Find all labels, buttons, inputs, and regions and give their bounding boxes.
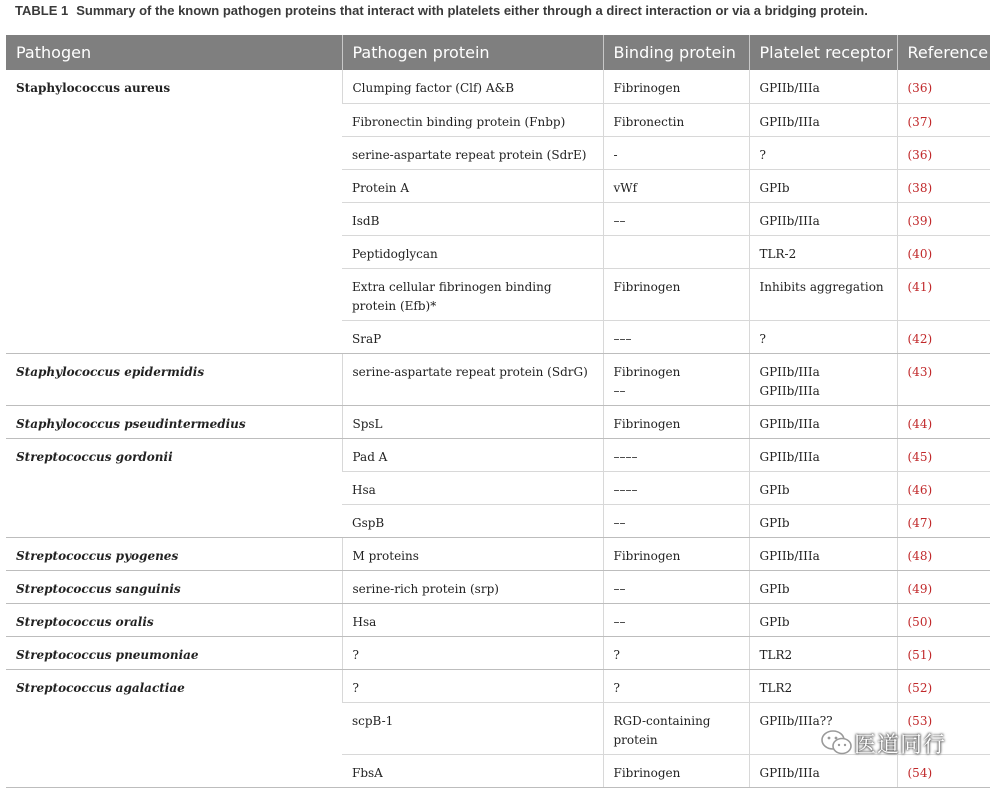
cell-platelet-receptor: GPIb: [749, 603, 897, 636]
cell-platelet-receptor: TLR-2: [749, 235, 897, 268]
cell-platelet-receptor: GPIIb/IIIa: [749, 537, 897, 570]
cell-binding-protein: ––: [603, 202, 749, 235]
cell-reference[interactable]: (43): [897, 353, 990, 405]
cell-binding-protein: –––: [603, 320, 749, 353]
cell-reference[interactable]: (45): [897, 438, 990, 471]
header-platelet-receptor: Platelet receptor: [749, 35, 897, 70]
cell-pathogen: Streptococcus agalactiae: [6, 669, 342, 787]
cell-reference[interactable]: (41): [897, 268, 990, 320]
header-reference: Reference: [897, 35, 990, 70]
cell-pathogen-protein: SpsL: [342, 405, 603, 438]
cell-platelet-receptor: GPIb: [749, 504, 897, 537]
header-pathogen-protein: Pathogen protein: [342, 35, 603, 70]
table-row: [6, 70, 990, 103]
cell-reference[interactable]: (52): [897, 669, 990, 702]
cell-pathogen-protein: Fibronectin binding protein (Fnbp): [342, 103, 603, 136]
cell-pathogen-protein: GspB: [342, 504, 603, 537]
cell-binding-protein: Fibrinogen: [603, 268, 749, 320]
cell-reference[interactable]: (51): [897, 636, 990, 669]
cell-platelet-receptor: GPIIb/IIIa GPIIb/IIIa: [749, 353, 897, 405]
cell-pathogen-protein: ?: [342, 669, 603, 702]
cell-reference[interactable]: (36): [897, 70, 990, 103]
table-row: [6, 353, 990, 405]
cell-platelet-receptor: TLR2: [749, 636, 897, 669]
cell-pathogen-protein: Hsa: [342, 603, 603, 636]
table-caption: [15, 3, 868, 18]
table-row: [6, 405, 990, 438]
cell-platelet-receptor: GPIIb/IIIa: [749, 754, 897, 787]
cell-binding-protein: Fibrinogen: [603, 70, 749, 103]
cell-reference[interactable]: (36): [897, 136, 990, 169]
cell-reference[interactable]: (49): [897, 570, 990, 603]
cell-pathogen-protein: scpB-1: [342, 702, 603, 754]
cell-binding-protein: ?: [603, 636, 749, 669]
cell-reference[interactable]: (47): [897, 504, 990, 537]
cell-pathogen: Streptococcus gordonii: [6, 438, 342, 537]
cell-reference[interactable]: (39): [897, 202, 990, 235]
cell-platelet-receptor: GPIb: [749, 169, 897, 202]
cell-reference[interactable]: (48): [897, 537, 990, 570]
cell-binding-protein: Fibrinogen: [603, 537, 749, 570]
table-caption-text: Summary of the known pathogen proteins that interact with platelets either through a direct interaction or via a bridging protein.: [76, 3, 868, 18]
table-row: [6, 603, 990, 636]
wechat-icon: [820, 728, 854, 758]
cell-pathogen: Streptococcus sanguinis: [6, 570, 342, 603]
table-row: [6, 636, 990, 669]
cell-binding-protein: Fibrinogen ––: [603, 353, 749, 405]
watermark-text: 医道同行: [854, 732, 947, 758]
cell-pathogen: Streptococcus pneumoniae: [6, 636, 342, 669]
cell-reference[interactable]: (46): [897, 471, 990, 504]
cell-pathogen: Staphylococcus aureus: [6, 70, 342, 353]
table-row: [6, 438, 990, 471]
cell-reference[interactable]: (44): [897, 405, 990, 438]
cell-reference[interactable]: (38): [897, 169, 990, 202]
cell-platelet-receptor: ?: [749, 320, 897, 353]
cell-pathogen-protein: serine-aspartate repeat protein (SdrE): [342, 136, 603, 169]
cell-pathogen-protein: Hsa: [342, 471, 603, 504]
cell-reference[interactable]: (54): [897, 754, 990, 787]
cell-platelet-receptor: GPIIb/IIIa: [749, 70, 897, 103]
cell-pathogen-protein: serine-aspartate repeat protein (SdrG): [342, 353, 603, 405]
cell-platelet-receptor: GPIb: [749, 471, 897, 504]
table-row: [6, 537, 990, 570]
cell-pathogen-protein: M proteins: [342, 537, 603, 570]
cell-pathogen-protein: Peptidoglycan: [342, 235, 603, 268]
header-binding-protein: Binding protein: [603, 35, 749, 70]
header-pathogen: Pathogen: [6, 35, 342, 70]
cell-pathogen: Staphylococcus epidermidis: [6, 353, 342, 405]
cell-platelet-receptor: GPIIb/IIIa: [749, 202, 897, 235]
cell-binding-protein: Fibrinogen: [603, 754, 749, 787]
table-row: [6, 570, 990, 603]
cell-binding-protein: ––: [603, 504, 749, 537]
cell-pathogen-protein: Clumping factor (Clf) A&B: [342, 70, 603, 103]
cell-reference[interactable]: (37): [897, 103, 990, 136]
cell-platelet-receptor: GPIIb/IIIa: [749, 438, 897, 471]
cell-reference[interactable]: (53): [897, 702, 990, 754]
cell-binding-protein: RGD-containing protein: [603, 702, 749, 754]
cell-platelet-receptor: Inhibits aggregation: [749, 268, 897, 320]
table-header-row: [6, 35, 990, 70]
cell-reference[interactable]: (40): [897, 235, 990, 268]
cell-binding-protein: Fibronectin: [603, 103, 749, 136]
table-row: [6, 669, 990, 702]
cell-pathogen-protein: ?: [342, 636, 603, 669]
cell-platelet-receptor: TLR2: [749, 669, 897, 702]
cell-binding-protein: ––: [603, 570, 749, 603]
cell-binding-protein: Fibrinogen: [603, 405, 749, 438]
cell-binding-protein: -: [603, 136, 749, 169]
cell-binding-protein: [603, 235, 749, 268]
cell-pathogen-protein: serine-rich protein (srp): [342, 570, 603, 603]
cell-binding-protein: ––: [603, 603, 749, 636]
cell-binding-protein: ––––: [603, 471, 749, 504]
cell-reference[interactable]: (50): [897, 603, 990, 636]
cell-binding-protein: ––––: [603, 438, 749, 471]
cell-platelet-receptor: ?: [749, 136, 897, 169]
cell-pathogen: Staphylococcus pseudintermedius: [6, 405, 342, 438]
cell-platelet-receptor: GPIIb/IIIa??: [749, 702, 897, 754]
cell-pathogen: Streptococcus pyogenes: [6, 537, 342, 570]
cell-pathogen-protein: IsdB: [342, 202, 603, 235]
cell-binding-protein: ?: [603, 669, 749, 702]
cell-binding-protein: vWf: [603, 169, 749, 202]
table-number: TABLE 1: [15, 3, 69, 18]
cell-pathogen-protein: Pad A: [342, 438, 603, 471]
cell-platelet-receptor: GPIIb/IIIa: [749, 103, 897, 136]
cell-pathogen-protein: SraP: [342, 320, 603, 353]
pathogen-protein-table: [6, 35, 990, 788]
cell-platelet-receptor: GPIIb/IIIa: [749, 405, 897, 438]
cell-pathogen-protein: FbsA: [342, 754, 603, 787]
cell-pathogen: Streptococcus oralis: [6, 603, 342, 636]
cell-reference[interactable]: (42): [897, 320, 990, 353]
cell-platelet-receptor: GPIb: [749, 570, 897, 603]
cell-pathogen-protein: Protein A: [342, 169, 603, 202]
watermark: [820, 725, 946, 761]
cell-pathogen-protein: Extra cellular fibrinogen binding protein (Efb)*: [342, 268, 603, 320]
